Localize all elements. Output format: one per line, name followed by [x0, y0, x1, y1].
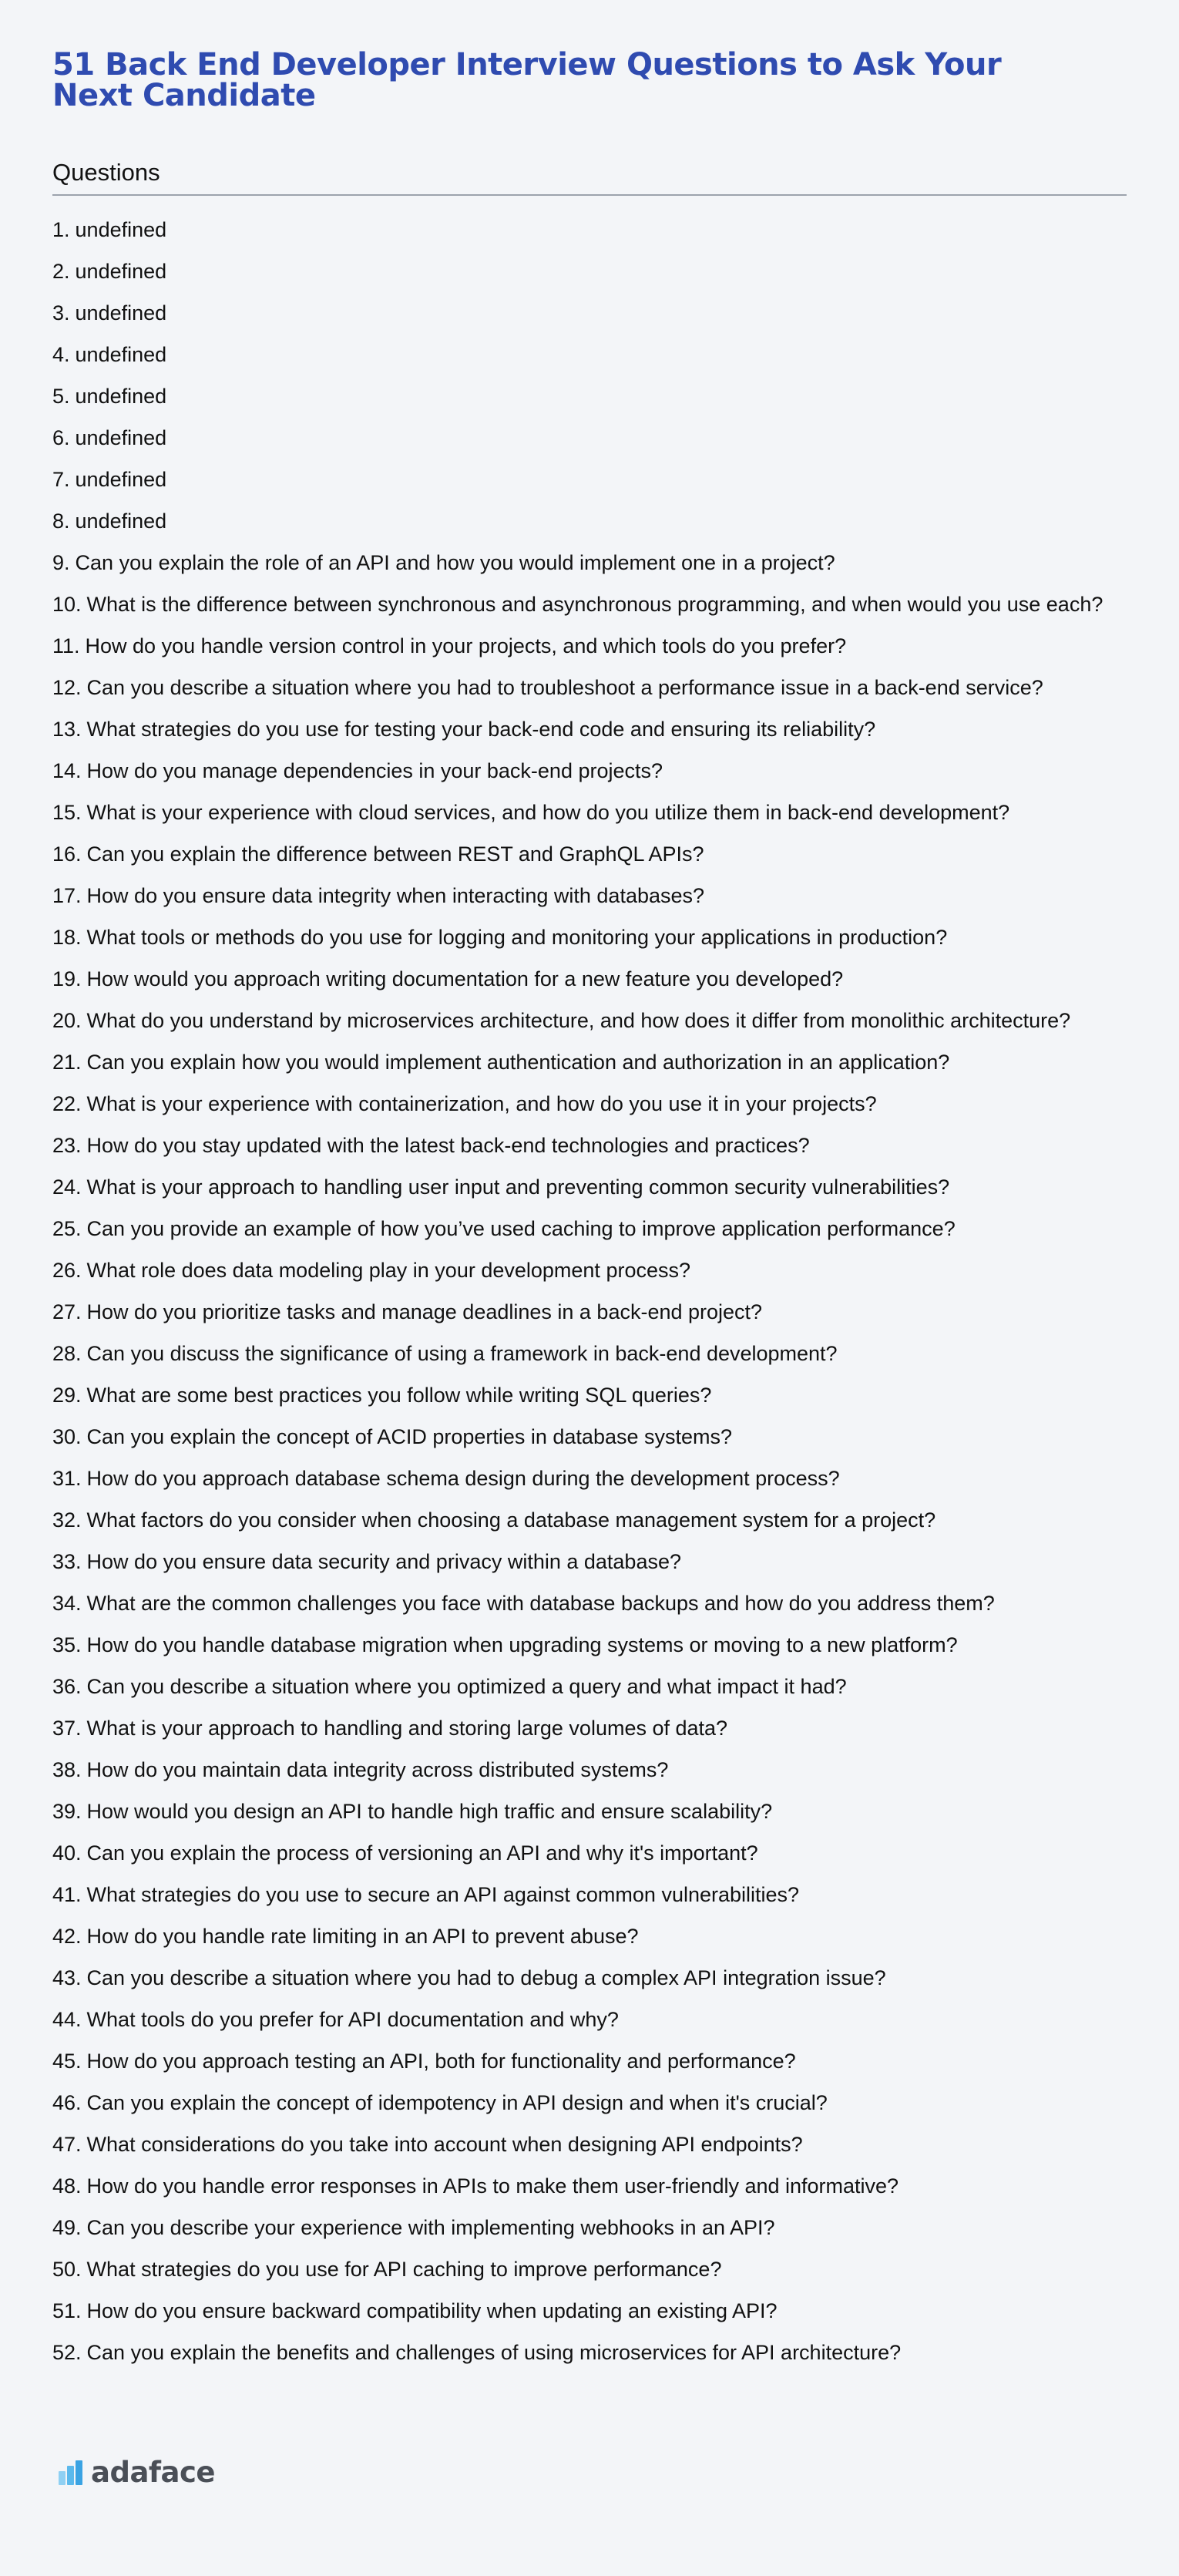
question-item — [52, 1666, 1127, 1708]
question-number: 19. — [52, 967, 82, 990]
question-text: What factors do you consider when choosing a database management system for a project? — [86, 1508, 936, 1532]
question-number: 21. — [52, 1051, 82, 1074]
question-number: 14. — [52, 759, 82, 782]
question-number: 44. — [52, 2008, 82, 2031]
question-number: 50. — [52, 2258, 82, 2281]
question-item — [52, 1458, 1127, 1500]
question-text: What are the common challenges you face with database backups and how do you address them? — [86, 1592, 995, 1615]
question-text: How would you approach writing documentation for a new feature you developed? — [86, 967, 844, 990]
question-item — [52, 293, 1127, 335]
question-text: What strategies do you use for testing your back-end code and ensuring its reliability? — [86, 718, 876, 741]
question-text: How do you stay updated with the latest back-end technologies and practices? — [86, 1134, 810, 1157]
question-number: 7. — [52, 468, 70, 491]
question-text: What tools do you prefer for API documentation and why? — [86, 2008, 619, 2031]
question-number: 38. — [52, 1758, 82, 1781]
question-number: 8. — [52, 509, 70, 533]
question-number: 42. — [52, 1925, 82, 1948]
question-item — [52, 1750, 1127, 1791]
question-number: 6. — [52, 426, 70, 449]
question-item — [52, 1625, 1127, 1666]
question-item — [52, 1084, 1127, 1125]
logo-text: adaface — [91, 2456, 216, 2489]
question-number: 26. — [52, 1259, 82, 1282]
question-item — [52, 792, 1127, 834]
question-text: How do you approach database schema design during the development process? — [86, 1467, 840, 1490]
question-text: undefined — [75, 468, 167, 491]
question-item — [52, 668, 1127, 709]
question-number: 17. — [52, 884, 82, 907]
question-text: Can you explain the concept of ACID properties in database systems? — [86, 1425, 733, 1448]
question-number: 37. — [52, 1717, 82, 1740]
question-item — [52, 2291, 1127, 2332]
question-text: What is the difference between synchronous and asynchronous programming, and when would you use each? — [86, 593, 1103, 616]
question-item — [52, 1583, 1127, 1625]
question-number: 2. — [52, 260, 70, 283]
question-text: undefined — [75, 385, 167, 408]
question-text: How do you handle rate limiting in an API to prevent abuse? — [86, 1925, 639, 1948]
question-number: 48. — [52, 2174, 82, 2198]
question-item — [52, 251, 1127, 293]
question-text: Can you describe a situation where you had to troubleshoot a performance issue in a back-end service? — [86, 676, 1043, 699]
question-number: 11. — [52, 634, 80, 657]
adaface-logo-icon — [59, 2460, 83, 2485]
question-number: 15. — [52, 801, 82, 824]
question-text: Can you provide an example of how you’ve used caching to improve application performance? — [86, 1217, 956, 1240]
question-number: 35. — [52, 1633, 82, 1656]
question-item — [52, 2041, 1127, 2083]
question-number: 16. — [52, 842, 82, 866]
question-item — [52, 709, 1127, 751]
question-number: 40. — [52, 1841, 82, 1865]
question-number: 47. — [52, 2133, 82, 2156]
question-item — [52, 1209, 1127, 1250]
question-item — [52, 1500, 1127, 1542]
question-number: 43. — [52, 1966, 82, 1989]
question-item — [52, 1833, 1127, 1875]
question-text: Can you explain the difference between REST and GraphQL APIs? — [86, 842, 704, 866]
question-text: undefined — [75, 426, 167, 449]
question-item — [52, 418, 1127, 459]
question-text: undefined — [75, 260, 167, 283]
question-item — [52, 751, 1127, 792]
question-text: Can you describe your experience with implementing webhooks in an API? — [86, 2216, 775, 2239]
question-list — [52, 210, 1127, 2374]
question-text: undefined — [75, 301, 167, 325]
question-text: undefined — [75, 218, 167, 241]
question-text: Can you describe a situation where you had to debug a complex API integration issue? — [86, 1966, 886, 1989]
question-item — [52, 1250, 1127, 1292]
question-item — [52, 1791, 1127, 1833]
question-text: What considerations do you take into account when designing API endpoints? — [86, 2133, 803, 2156]
question-number: 5. — [52, 385, 70, 408]
question-number: 39. — [52, 1800, 82, 1823]
question-item — [52, 1167, 1127, 1209]
question-item — [52, 1042, 1127, 1084]
question-item — [52, 584, 1127, 626]
question-item — [52, 2166, 1127, 2208]
question-text: How do you handle version control in your projects, and which tools do you prefer? — [85, 634, 847, 657]
question-item — [52, 1000, 1127, 1042]
question-text: undefined — [75, 343, 167, 366]
question-item — [52, 2083, 1127, 2124]
question-text: What strategies do you use to secure an API against common vulnerabilities? — [86, 1883, 800, 1906]
question-number: 33. — [52, 1550, 82, 1573]
question-item — [52, 2208, 1127, 2249]
question-number: 12. — [52, 676, 82, 699]
question-text: How do you ensure data integrity when interacting with databases? — [86, 884, 705, 907]
question-number: 10. — [52, 593, 82, 616]
question-text: Can you explain the concept of idempotency in API design and when it's crucial? — [86, 2091, 828, 2114]
question-item — [52, 959, 1127, 1000]
question-item — [52, 2124, 1127, 2166]
question-text: How do you ensure backward compatibility when updating an existing API? — [86, 2299, 778, 2322]
question-number: 36. — [52, 1675, 82, 1698]
question-number: 46. — [52, 2091, 82, 2114]
question-item — [52, 210, 1127, 251]
question-item — [52, 543, 1127, 584]
question-item — [52, 1125, 1127, 1167]
question-number: 20. — [52, 1009, 82, 1032]
question-item — [52, 1417, 1127, 1458]
question-text: How do you handle error responses in APIs to make them user-friendly and informative? — [86, 2174, 899, 2198]
question-text: Can you describe a situation where you optimized a query and what impact it had? — [86, 1675, 847, 1698]
question-number: 28. — [52, 1342, 82, 1365]
question-text: undefined — [75, 509, 167, 533]
question-number: 34. — [52, 1592, 82, 1615]
question-text: What do you understand by microservices architecture, and how does it differ from monolithic architecture? — [86, 1009, 1071, 1032]
question-number: 4. — [52, 343, 70, 366]
question-item — [52, 1999, 1127, 2041]
question-number: 22. — [52, 1092, 82, 1115]
question-item — [52, 1333, 1127, 1375]
question-number: 23. — [52, 1134, 82, 1157]
question-text: Can you explain how you would implement authentication and authorization in an application? — [86, 1051, 950, 1074]
question-number: 41. — [52, 1883, 82, 1906]
question-number: 32. — [52, 1508, 82, 1532]
question-text: What is your approach to handling and storing large volumes of data? — [86, 1717, 728, 1740]
question-item — [52, 1916, 1127, 1958]
question-number: 27. — [52, 1300, 82, 1323]
question-item — [52, 2332, 1127, 2374]
question-item — [52, 335, 1127, 376]
question-item — [52, 501, 1127, 543]
question-number: 29. — [52, 1384, 82, 1407]
question-text: What role does data modeling play in your development process? — [86, 1259, 690, 1282]
question-text: How do you ensure data security and privacy within a database? — [86, 1550, 681, 1573]
question-item — [52, 1292, 1127, 1333]
question-item — [52, 1708, 1127, 1750]
question-number: 24. — [52, 1175, 82, 1199]
question-text: What tools or methods do you use for logging and monitoring your applications in production? — [86, 926, 948, 949]
question-text: Can you explain the process of versioning an API and why it's important? — [86, 1841, 758, 1865]
question-item — [52, 876, 1127, 917]
question-item — [52, 834, 1127, 876]
question-text: What is your experience with containerization, and how do you use it in your projects? — [86, 1092, 877, 1115]
question-text: Can you explain the role of an API and how you would implement one in a project? — [75, 551, 835, 574]
question-item — [52, 2249, 1127, 2291]
adaface-logo[interactable] — [59, 2456, 215, 2489]
question-item — [52, 376, 1127, 418]
question-text: What is your approach to handling user input and preventing common security vulnerabilities? — [86, 1175, 950, 1199]
question-text: Can you explain the benefits and challenges of using microservices for API architecture? — [86, 2341, 902, 2364]
question-item — [52, 1875, 1127, 1916]
question-number: 3. — [52, 301, 70, 325]
question-text: What is your experience with cloud services, and how do you utilize them in back-end development? — [86, 801, 1010, 824]
question-number: 13. — [52, 718, 82, 741]
question-text: How do you prioritize tasks and manage deadlines in a back-end project? — [86, 1300, 763, 1323]
question-number: 49. — [52, 2216, 82, 2239]
question-text: What strategies do you use for API caching to improve performance? — [86, 2258, 722, 2281]
question-item — [52, 917, 1127, 959]
question-text: How do you approach testing an API, both for functionality and performance? — [86, 2050, 796, 2073]
question-number: 30. — [52, 1425, 82, 1448]
question-number: 51. — [52, 2299, 82, 2322]
page-title: 51 Back End Developer Interview Questions to Ask Your Next Candidate — [52, 47, 1002, 113]
question-text: How do you handle database migration when upgrading systems or moving to a new platform? — [86, 1633, 958, 1656]
question-item — [52, 1375, 1127, 1417]
question-number: 31. — [52, 1467, 82, 1490]
question-text: How would you design an API to handle high traffic and ensure scalability? — [86, 1800, 773, 1823]
section-header-questions: Questions — [52, 159, 1127, 196]
question-number: 9. — [52, 551, 70, 574]
question-number: 45. — [52, 2050, 82, 2073]
question-number: 25. — [52, 1217, 82, 1240]
question-item — [52, 1958, 1127, 1999]
question-text: How do you manage dependencies in your back-end projects? — [86, 759, 663, 782]
question-item — [52, 1542, 1127, 1583]
question-number: 18. — [52, 926, 82, 949]
question-text: How do you maintain data integrity across distributed systems? — [86, 1758, 669, 1781]
question-text: Can you discuss the significance of using a framework in back-end development? — [86, 1342, 838, 1365]
question-number: 1. — [52, 218, 70, 241]
question-number: 52. — [52, 2341, 82, 2364]
question-item — [52, 626, 1127, 668]
question-item — [52, 459, 1127, 501]
question-text: What are some best practices you follow while writing SQL queries? — [86, 1384, 712, 1407]
